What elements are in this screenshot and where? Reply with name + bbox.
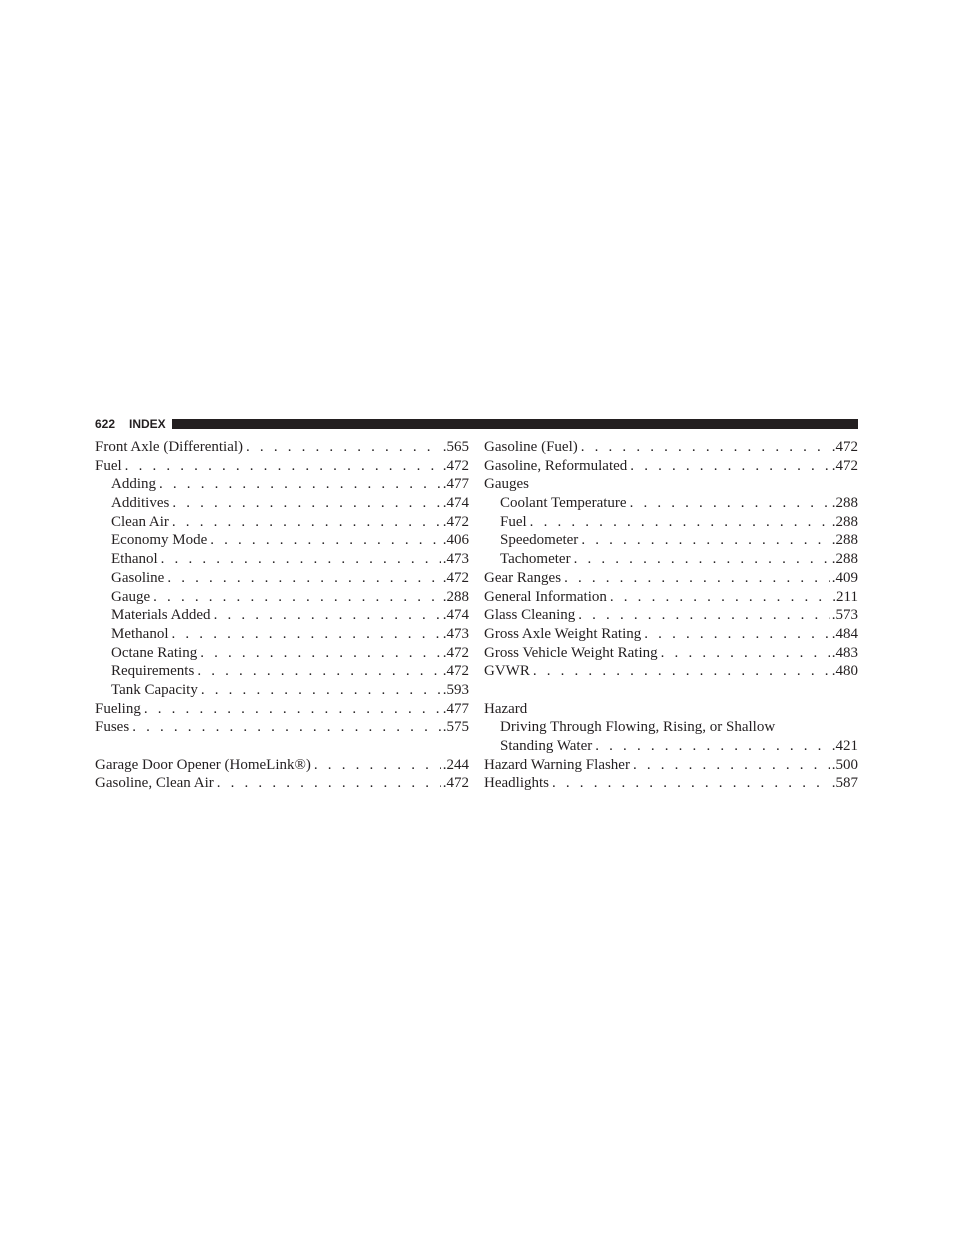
dot-leader	[172, 625, 441, 644]
index-term: Gear Ranges	[484, 569, 562, 586]
index-entry	[95, 531, 469, 550]
index-term: Tachometer	[500, 551, 571, 568]
index-page-ref[interactable]: .472	[442, 644, 469, 661]
index-entry	[484, 737, 858, 756]
dot-leader	[574, 550, 830, 569]
index-page-ref[interactable]: .288	[831, 532, 858, 549]
index-page-ref[interactable]: .211	[832, 588, 858, 605]
index-page-ref[interactable]: .409	[831, 569, 858, 586]
index-page-ref[interactable]: .472	[442, 569, 469, 586]
dot-leader	[172, 494, 440, 513]
index-entry	[95, 550, 469, 569]
index-page-ref[interactable]: .593	[442, 681, 469, 698]
index-page-ref[interactable]: .480	[831, 663, 858, 680]
index-page-ref[interactable]: .573	[831, 607, 858, 624]
page-number: 622	[95, 417, 116, 431]
index-page-ref[interactable]: .500	[831, 756, 858, 773]
dot-leader	[153, 588, 441, 607]
index-entry	[484, 774, 858, 793]
index-page-ref[interactable]: .565	[442, 439, 469, 455]
index-page-ref[interactable]: .473	[442, 625, 469, 642]
index-term: Coolant Temperature	[500, 495, 627, 512]
dot-leader	[633, 756, 830, 775]
index-entry	[95, 457, 469, 476]
index-term: Methanol	[111, 625, 169, 642]
dot-leader	[214, 606, 441, 625]
index-entry	[95, 700, 469, 719]
index-entry	[484, 625, 858, 644]
dot-leader	[197, 662, 440, 681]
index-entry	[484, 718, 858, 737]
index-entry	[95, 606, 469, 625]
index-spacer	[95, 737, 469, 756]
dot-leader	[530, 513, 830, 532]
index-term: Driving Through Flowing, Rising, or Shallow	[500, 719, 776, 736]
index-entry	[95, 662, 469, 681]
index-term: Octane Rating	[111, 644, 198, 661]
index-entry	[484, 494, 858, 513]
index-page-ref[interactable]: .474	[442, 607, 469, 624]
index-term: Hazard	[484, 700, 528, 717]
index-entry	[484, 550, 858, 569]
index-term: Garage Door Opener (HomeLink®)	[95, 756, 311, 773]
index-page-ref[interactable]: .244	[442, 756, 469, 773]
index-term: Hazard Warning Flasher	[484, 756, 630, 773]
index-entry	[95, 569, 469, 588]
index-entry	[95, 625, 469, 644]
index-term: Gauge	[111, 588, 151, 605]
index-page-ref[interactable]: .288	[831, 551, 858, 568]
index-column-left	[95, 438, 469, 793]
index-term: Standing Water	[500, 738, 593, 754]
dot-leader	[314, 756, 441, 775]
index-entry	[484, 457, 858, 476]
dot-leader	[201, 681, 441, 700]
dot-leader	[161, 550, 441, 569]
index-entry	[484, 644, 858, 663]
index-term: Tank Capacity	[111, 681, 198, 698]
dot-leader	[581, 531, 829, 550]
index-term: Gross Axle Weight Rating	[484, 625, 642, 642]
dot-leader	[125, 457, 441, 476]
index-page-ref[interactable]: .472	[442, 663, 469, 680]
index-entry	[484, 662, 858, 681]
header-rule	[172, 419, 858, 429]
index-term: Gasoline (Fuel)	[484, 439, 578, 455]
index-entry	[484, 588, 858, 607]
page-header	[95, 417, 858, 431]
index-term: Headlights	[484, 775, 549, 792]
index-term: Requirements	[111, 663, 195, 680]
index-entry	[484, 569, 858, 588]
dot-leader	[200, 644, 441, 663]
index-entry	[95, 438, 469, 457]
index-page-ref[interactable]: .288	[831, 495, 858, 512]
index-page-ref[interactable]: .288	[831, 513, 858, 530]
index-page-ref[interactable]: .472	[831, 457, 858, 474]
dot-leader	[144, 700, 441, 719]
index-term: Adding	[111, 476, 156, 493]
dot-leader	[172, 513, 441, 532]
index-term: Economy Mode	[111, 532, 208, 549]
index-page-ref[interactable]: .474	[442, 495, 469, 512]
index-term: Clean Air	[111, 513, 169, 530]
index-term: Gasoline, Reformulated	[484, 457, 628, 474]
index-term: Materials Added	[111, 607, 211, 624]
index-term: Fuses	[95, 719, 130, 736]
dot-leader	[578, 606, 830, 625]
index-page-ref[interactable]: .575	[442, 719, 469, 736]
index-page-ref[interactable]: .484	[831, 625, 858, 642]
index-term: Ethanol	[111, 551, 158, 568]
index-page-ref[interactable]: .477	[442, 700, 469, 717]
index-page-ref[interactable]: .421	[831, 738, 858, 754]
index-page-ref[interactable]: .472	[442, 775, 469, 792]
dot-leader	[564, 569, 830, 588]
index-spacer	[484, 681, 858, 700]
index-term: Gross Vehicle Weight Rating	[484, 644, 658, 661]
index-page-ref[interactable]: .473	[442, 551, 469, 568]
index-page-ref[interactable]: .406	[442, 532, 469, 549]
index-entry	[95, 494, 469, 513]
index-entry	[95, 718, 469, 737]
index-page-ref[interactable]: .472	[831, 439, 858, 455]
index-entry	[95, 475, 469, 494]
index-entry	[484, 513, 858, 532]
dot-leader	[644, 625, 829, 644]
dot-leader	[246, 438, 441, 457]
index-page-ref[interactable]: .472	[442, 513, 469, 530]
index-entry	[484, 606, 858, 625]
index-entry	[484, 475, 858, 494]
dot-leader	[217, 774, 441, 793]
index-page-ref[interactable]: .483	[831, 644, 858, 661]
index-page-ref[interactable]: .587	[831, 775, 858, 792]
index-term: Gasoline, Clean Air	[95, 775, 214, 792]
index-entry	[95, 756, 469, 775]
index-column-right	[484, 438, 858, 793]
index-entry	[95, 588, 469, 607]
dot-leader	[533, 662, 830, 681]
dot-leader	[552, 774, 830, 793]
index-term: Fueling	[95, 700, 141, 717]
index-term: Gasoline	[111, 569, 165, 586]
index-entry	[95, 644, 469, 663]
index-term: General Information	[484, 588, 607, 605]
dot-leader	[630, 494, 830, 513]
index-entry	[95, 774, 469, 793]
index-term: GVWR	[484, 663, 530, 680]
dot-leader	[581, 438, 830, 457]
index-term: Glass Cleaning	[484, 607, 576, 624]
index-entry	[95, 513, 469, 532]
index-entry	[484, 438, 858, 457]
dot-leader	[595, 737, 830, 756]
index-page-ref[interactable]: .472	[442, 457, 469, 474]
index-term: Fuel	[500, 513, 527, 530]
index-term: Gauges	[484, 476, 529, 493]
index-term: Fuel	[95, 457, 122, 474]
index-page-ref[interactable]: .288	[442, 588, 469, 605]
dot-leader	[167, 569, 440, 588]
index-term: Speedometer	[500, 532, 579, 549]
dot-leader	[610, 588, 830, 607]
index-entry	[484, 531, 858, 550]
index-entry	[484, 756, 858, 775]
dot-leader	[132, 718, 441, 737]
dot-leader	[630, 457, 829, 476]
dot-leader	[210, 531, 441, 550]
index-term: Front Axle (Differential)	[95, 439, 244, 455]
index-page-ref[interactable]: .477	[442, 476, 469, 493]
index-entry	[484, 700, 858, 719]
index-term: Additives	[111, 495, 170, 512]
index-entry	[95, 681, 469, 700]
section-title: INDEX	[129, 417, 166, 431]
dot-leader	[661, 644, 830, 663]
dot-leader	[159, 475, 441, 494]
